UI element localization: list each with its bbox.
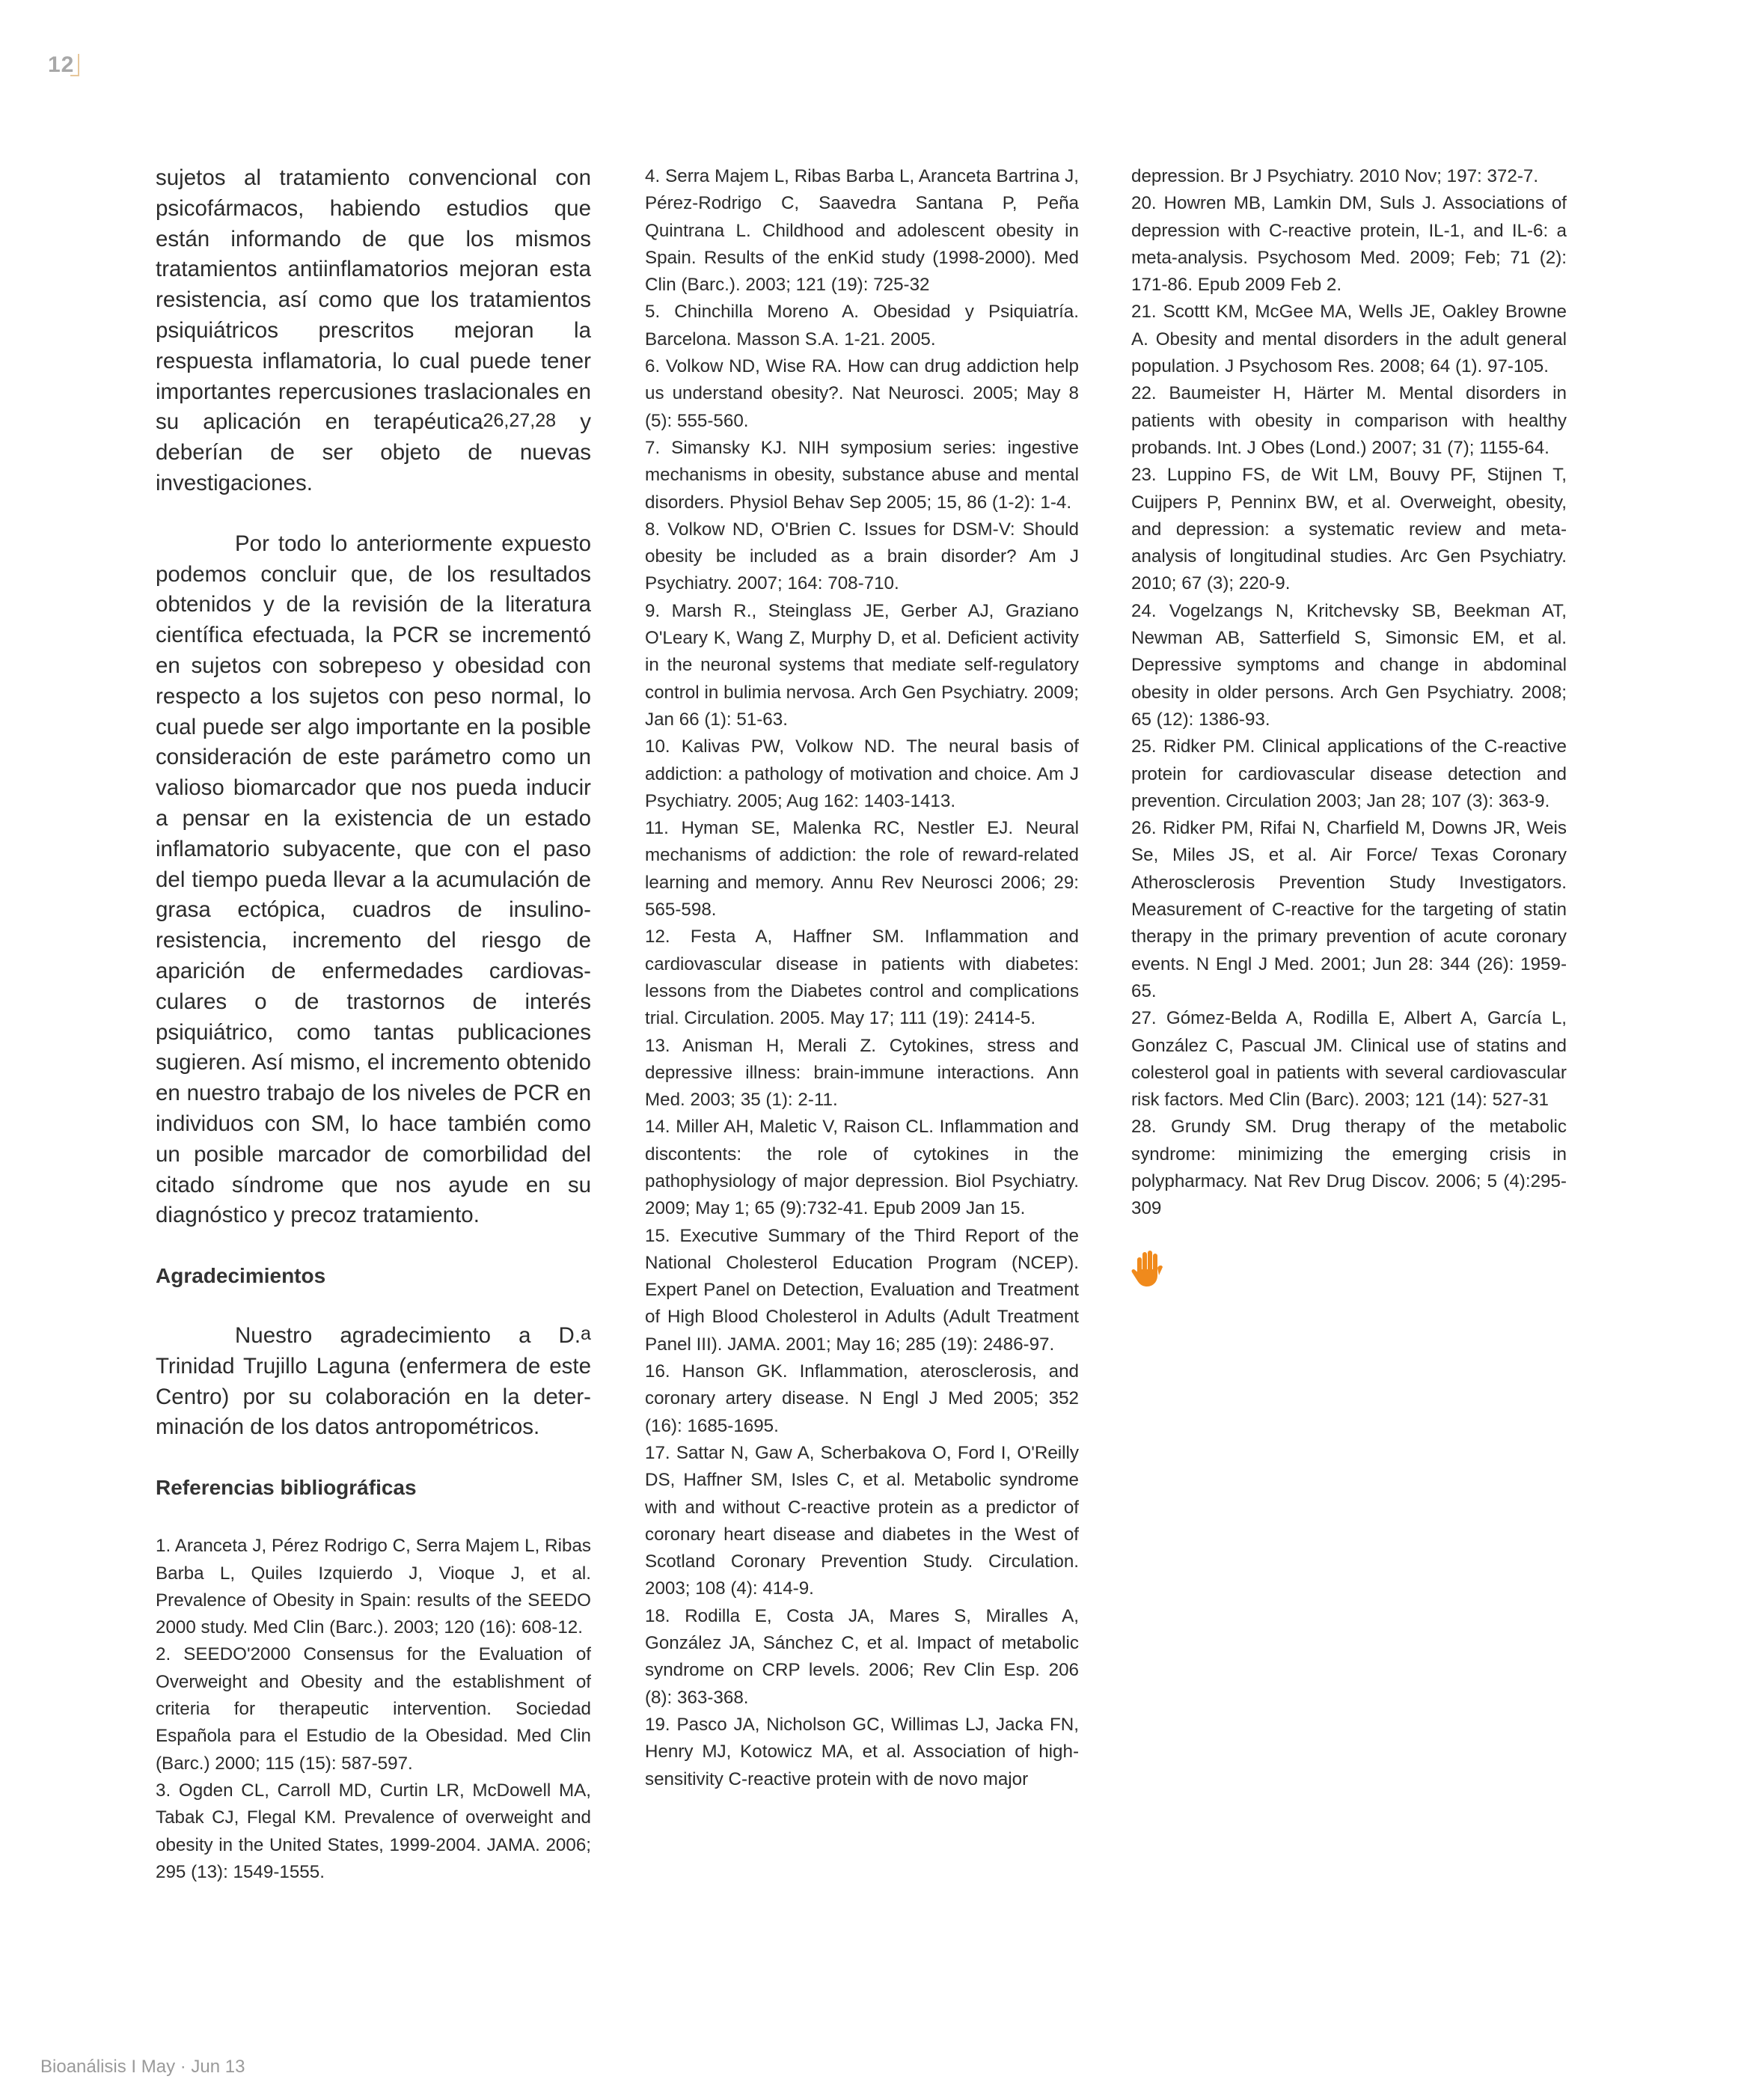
reference-item: 17. Sattar N, Gaw A, Scherbakova O, Ford I, O'Reilly DS, Haffner SM, Isles C, et al. Metabolic syndrome with and without C-reactive protein as a predictor of coronary heart disease and diabetes in the West of Scotland Coronary Prevention Study. Circulation. 2003; 108 (4): 414-9. bbox=[645, 1442, 1079, 1599]
reference-item: 6. Volkow ND, Wise RA. How can drug addiction help us understand obesity?. Nat Neurosci. 2005; May 8 (5): 555-560. bbox=[645, 356, 1079, 431]
reference-item: 24. Vogelzangs N, Kritchevsky SB, Beekman AT, Newman AB, Satterfield S, Simonsic EM, et al. Depressive symptoms and change in abdominal obesity in older persons. Arch Gen Psychiatry. 2008; 65 (12): 1386-93. bbox=[1131, 600, 1567, 730]
page-number: 12 bbox=[48, 52, 75, 77]
reference-item: 5. Chinchilla Moreno A. Obesidad y Psiquiatría. Barcelona. Masson S.A. 1-21. 2005. bbox=[645, 302, 1079, 350]
reference-item: 15. Executive Summary of the Third Report of the National Cholesterol Education Program (NCEP). Expert Panel on Detection, Evaluation and Treatment of High Blood Cholesterol in Adults (Adult Treatment Panel III). JAMA. 2001; May 16; 285 (19): 2486-97. bbox=[645, 1225, 1079, 1355]
reference-item: 10. Kalivas PW, Volkow ND. The neural basis of addiction: a pathology of motivation and choice. Am J Psychiatry. 2005; Aug 162: 1403-1413. bbox=[645, 736, 1079, 811]
reference-item: 21. Scottt KM, McGee MA, Wells JE, Oakley Browne A. Obesity and mental disorders in the adult general population. J Psychosom Res. 2008; 64 (1). 97-105. bbox=[1131, 302, 1567, 377]
refs-heading: Referencias bibliográficas bbox=[156, 1476, 417, 1500]
reference-item: 16. Hanson GK. Inflammation, aterosclerosis, and coronary artery disease. N Engl J Med 2005; 352 (16): 1685-1695. bbox=[645, 1361, 1079, 1436]
footer-publication: Bioanálisis I May · Jun 13 bbox=[40, 2057, 245, 2077]
reference-item: 18. Rodilla E, Costa JA, Mares S, Miralles A, González JA, Sánchez C, et al. Impact of metabolic syndrome on CRP levels. 2006; Rev Clin Esp. 206 (8): 363-368. bbox=[645, 1605, 1079, 1708]
reference-item: 11. Hyman SE, Malenka RC, Nestler EJ. Neural mechanisms of addiction: the role of reward-related learning and memory. Annu Rev Neurosci 2006; 29: 565-598. bbox=[645, 818, 1079, 921]
hand-icon bbox=[1131, 1250, 1166, 1287]
reference-item: 13. Anisman H, Merali Z. Cytokines, stress and depressive illness: brain-immune interactions. Ann Med. 2003; 35 (1): 2-11. bbox=[645, 1035, 1079, 1111]
body-paragraph-1 bbox=[156, 163, 591, 499]
reference-item: 2. SEEDO'2000 Consensus for the Evaluation of Overweight and Obesity and the establishment of criteria for therapeutic intervention. Sociedad Española para el Estudio de la Obesidad. Med Clin (Barc.) 2000; 115 (15): 587-597. bbox=[156, 1644, 591, 1774]
reference-item: 26. Ridker PM, Rifai N, Charfield M, Downs JR, Weis Se, Miles JS, et al. Air Force/ Texas Coronary Atherosclerosis Prevention Study Investigators. Measurement of C-reactive for the targeting of statin therapy in the primary prevention of acute coronary events. N Engl J Med. 2001; Jun 28: 344 (26): 1959-65. bbox=[1131, 818, 1567, 1001]
reference-item: 8. Volkow ND, O'Brien C. Issues for DSM-V: Should obesity be included as a brain disorder? Am J Psychiatry. 2007; 164: 708-710. bbox=[645, 519, 1079, 594]
reference-item: 28. Grundy SM. Drug therapy of the metabolic syndrome: minimizing the emerging crisis in polypharmacy. Nat Rev Drug Discov. 2006; 5 (4):295-309 bbox=[1131, 1117, 1567, 1219]
reference-item: 27. Gómez-Belda A, Rodilla E, Albert A, García L, González C, Pascual JM. Clinical use of statins and colesterol goal in patients with several cardiovascular risk factors. Med Clin (Barc). 2003; 121 (14): 527-31 bbox=[1131, 1008, 1567, 1111]
reference-item: 22. Baumeister H, Härter M. Mental disorders in patients with obesity in comparison with healthy probands. Int. J Obes (Lond.) 2007; 31 (7); 1155-64. bbox=[1131, 383, 1567, 458]
reference-item: 12. Festa A, Haffner SM. Inflammation and cardiovascular disease in patients with diabetes: lessons from the Diabetes control and complications trial. Circulation. 2005. May 17; 111 (19): 2414-5. bbox=[645, 927, 1079, 1029]
ack-tail: Trinidad Trujillo Laguna (enfermera de este Centro) por su colaboración en la deter-minación de los datos antropométricos. bbox=[156, 1353, 591, 1440]
page-number-mark bbox=[70, 54, 79, 76]
ack-text: Nuestro agradecimiento a D. bbox=[235, 1323, 581, 1349]
ack-heading: Agradecimientos bbox=[156, 1264, 326, 1288]
left-column bbox=[156, 163, 591, 1886]
ack-paragraph bbox=[156, 1321, 591, 1443]
reference-item: 23. Luppino FS, de Wit LM, Bouvy PF, Stijnen T, Cuijpers P, Penninx BW, et al. Overweight, obesity, and depression: a systematic review and meta-analysis of longitudinal studies. Arc Gen Psychiatry. 2010; 67 (3); 220-9. bbox=[1131, 465, 1567, 594]
reference-item: 9. Marsh R., Steinglass JE, Gerber AJ, Graziano O'Leary K, Wang Z, Murphy D, et al. Deficient activity in the neuronal systems that mediate self-regulatory control in bulimia nervosa. Arch Gen Psychiatry. 2009; Jan 66 (1): 51-63. bbox=[645, 600, 1079, 730]
reference-item: 14. Miller AH, Maletic V, Raison CL. Inflammation and discontents: the role of cytokines in the pathophysiology of major depression. Biol Psychiatry. 2009; May 1; 65 (9):732-41. Epub 2009 Jan 15. bbox=[645, 1117, 1079, 1219]
right-column bbox=[1131, 163, 1567, 1287]
reference-item: 19. Pasco JA, Nicholson GC, Willimas LJ, Jacka FN, Henry MJ, Kotowicz MA, et al. Association of high-sensitivity C-reactive protein with de novo major bbox=[645, 1714, 1079, 1789]
reference-item: 4. Serra Majem L, Ribas Barba L, Aranceta Bartrina J, Pérez-Rodrigo C, Saavedra Santana P, Peña Quintrana L. Childhood and adolescent obesity in Spain. Results of the enKid study (1998-2000). Med Clin (Barc.). 2003; 121 (19): 725-32 bbox=[645, 166, 1079, 296]
reference-item: 25. Ridker PM. Clinical applications of the C-reactive protein for cardiovascular disease detection and prevention. Circulation 2003; Jan 28; 107 (3): 363-9. bbox=[1131, 736, 1567, 811]
reference-item: depression. Br J Psychiatry. 2010 Nov; 197: 372-7. bbox=[1131, 166, 1539, 186]
body-paragraph-2: Por todo lo anteriormente expuesto podemos concluir que, de los resultados obtenidos y de la revisión de la literatura científica efectuada, la PCR se incrementó en sujetos con sobrepeso y obesidad con respecto a los sujetos con peso normal, lo cual puede ser algo importante en la posible consideración de este parámetro como un valioso biomarcador que nos pueda inducir a pensar en la existencia de un estado inflamatorio subyacente, que con el paso del tiempo pueda llevar a la acumulación de grasa ectópica, cuadros de insulino-resistencia, incremento del riesgo de aparición de enfermedades cardiovas-culares o de trastornos de interés psiquiátrico, como tantas publicaciones sugieren. Así mismo, el incremento obtenido en nuestro trabajo de los niveles de PCR en individuos con SM, lo hace también como un posible marcador de comorbilidad del citado síndrome que nos ayude en su diagnóstico y precoz tratamiento. bbox=[156, 531, 591, 1228]
reference-item: 20. Howren MB, Lamkin DM, Suls J. Associations of depression with C-reactive protein, IL-1, and IL-6: a meta-analysis. Psychosom Med. 2009; Feb; 71 (2): 171-86. Epub 2009 Feb 2. bbox=[1131, 193, 1567, 296]
para1-text: sujetos al tratamiento convencional con psicofármacos, habiendo estudios que están informando de que los mismos tratamientos antiinflamatorios mejoran esta resistencia, así como que los tratamientos psiquiátricos prescritos mejoran la respuesta inflamatoria, lo cual puede tener importantes repercusiones traslacionales en su aplicación en terapéutica bbox=[156, 165, 591, 435]
reference-list-left bbox=[156, 1533, 591, 1886]
reference-item: 1. Aranceta J, Pérez Rodrigo C, Serra Majem L, Ribas Barba L, Quiles Izquierdo J, Vioque J, et al. Prevalence of Obesity in Spain: results of the SEEDO 2000 study. Med Clin (Barc.). 2003; 120 (16): 608-12. bbox=[156, 1536, 591, 1638]
ack-superscript: a bbox=[581, 1323, 591, 1345]
reference-item: 7. Simansky KJ. NIH symposium series: ingestive mechanisms in obesity, substance abuse and mental disorders. Physiol Behav Sep 2005; 15, 86 (1-2): 1-4. bbox=[645, 437, 1079, 513]
reference-item: 3. Ogden CL, Carroll MD, Curtin LR, McDowell MA, Tabak CJ, Flegal KM. Prevalence of overweight and obesity in the United States, 1999-2004. JAMA. 2006; 295 (13): 1549-1555. bbox=[156, 1780, 591, 1882]
citation-superscript: 26,27,28 bbox=[483, 409, 557, 431]
middle-column bbox=[645, 163, 1079, 1793]
para1-tail: y deberían de ser objeto de nuevas investigaciones. bbox=[156, 409, 591, 495]
